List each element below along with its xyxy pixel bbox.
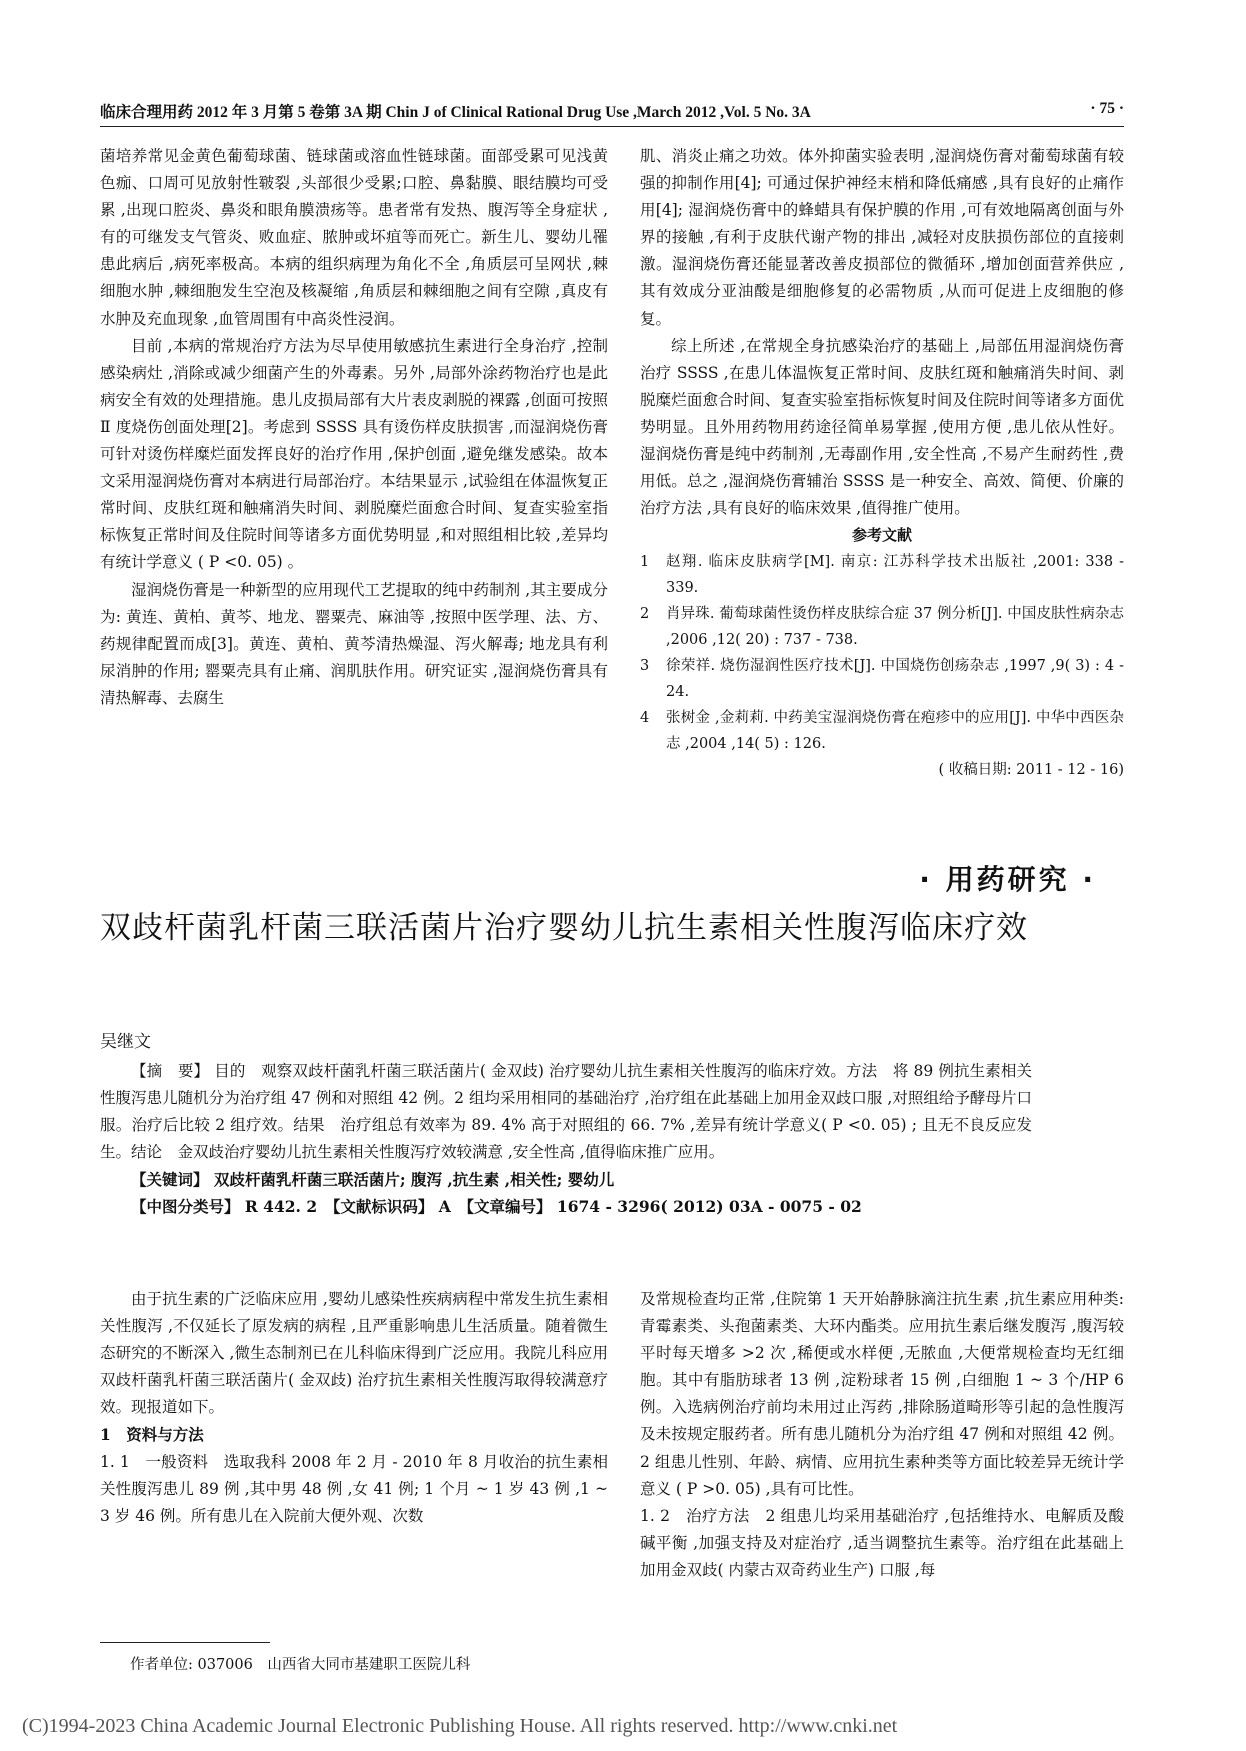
reference-item: 1 赵翔. 临床皮肤病学[M]. 南京: 江苏科学技术出版社 ,2001: 338 - 339. <box>640 554 1124 597</box>
copyright-notice: (C)1994-2023 China Academic Journal Electronic Publishing House. All rights reserved. http://www.cnki.net <box>22 1715 898 1737</box>
classification: 【中图分类号】 R 442. 2 【文献标识码】 A 【文章编号】 1674 - 3296( 2012) 03A - 0075 - 02 <box>131 1197 862 1216</box>
paragraph: 及常规检查均正常 ,住院第 1 天开始静脉滴注抗生素 ,抗生素应用种类: 青霉素类、头孢菌素类、大环内酯类。应用抗生素后继发腹泻 ,腹泻较平时每天增多 >2 次 ,稀便或水样便 ,无脓血 ,大便常规检查均无红细胞。其中有脂肪球者 13 例 ,淀粉球者 15 例 ,白细胞 1 ~ 3 个/HP 6 例。入选病例治疗前均未用过止泻药 ,排除肠道畸形等引起的急性腹泻及未按规定服药者。所有患儿随机分为治疗组 47 例和对照组 42 例。2 组患儿性别、年龄、病情、应用抗生素种类等方面比较差异无统计学意义 ( P >0. 05) ,具有可比性。 <box>640 1290 1124 1498</box>
references-heading: 参考文献 <box>851 526 912 545</box>
paragraph: 目前 ,本病的常规治疗方法为尽早使用敏感抗生素进行全身治疗 ,控制感染病灶 ,消除或减少细菌产生的外毒素。另外 ,局部外涂药物治疗也是此病安全有效的处理措施。患儿皮损局部有大片表皮剥脱的裸露 ,创面可按照 Ⅱ 度烧伤创面处理[2]。考虑到 SSSS 具有烫伤样皮肤损害 ,而湿润烧伤膏可针对烫伤样糜烂面发挥良好的治疗作用 ,保护创面 ,避免继发感染。故本文采用湿润烧伤膏对本病进行局部治疗。本结果显示 ,试验组在体温恢复正常时间、皮肤红斑和触痛消失时间、剥脱糜烂面愈合时间、复查实验室指标恢复正常时间及住院时间等诸多方面优势明显 ,和对照组相比较 ,差异均有统计学意义 ( P <0. 05) 。 <box>100 336 608 572</box>
right-column-lower <box>640 1286 1124 1584</box>
abstract-block <box>100 1058 1032 1220</box>
article-author: 吴继文 <box>100 1032 151 1052</box>
header-rule <box>100 126 1124 127</box>
article-title: 双歧杆菌乳杆菌三联活菌片治疗婴幼儿抗生素相关性腹泻临床疗效 <box>100 910 1028 946</box>
received-date: ( 收稿日期: 2011 - 12 - 16) <box>938 762 1124 779</box>
paragraph: 1. 1 一般资料 选取我科 2008 年 2 月 - 2010 年 8 月收治的抗生素相关性腹泻患儿 89 例 ,其中男 48 例 ,女 41 例; 1 个月 ~ 1 岁 43 例 ,1 ~ 3 岁 46 例。所有患儿在入院前大便外观、次数 <box>100 1452 608 1525</box>
left-column-lower <box>100 1286 608 1530</box>
right-column-upper <box>640 143 1124 785</box>
abstract: 【摘 要】 目的 观察双歧杆菌乳杆菌三联活菌片( 金双歧) 治疗婴幼儿抗生素相关性腹泻的临床疗效。方法 将 89 例抗生素相关性腹泻患儿随机分为治疗组 47 例和对照组 42 例。2 组均采用相同的基础治疗 ,治疗组在此基础上加用金双歧口服 ,对照组给予酵母片口服。治疗后比较 2 组疗效。结果 治疗组总有效率为 89. 4% 高于对照组的 66. 7% ,差异有统计学意义( P <0. 05) ; 且无不良反应发生。结论 金双歧治疗婴幼儿抗生素相关性腹泻疗效较满意 ,安全性高 ,值得临床推广应用。 <box>100 1062 1032 1161</box>
footnote-rule <box>100 1642 270 1643</box>
reference-list <box>640 549 1124 757</box>
author-affiliation: 作者单位: 037006 山西省大同市基建职工医院儿科 <box>130 1657 471 1673</box>
paragraph: 湿润烧伤膏是一种新型的应用现代工艺提取的纯中药制剂 ,其主要成分为: 黄连、黄柏、黄芩、地龙、罂粟壳、麻油等 ,按照中医学理、法、方、药规律配置而成[3]。黄连、黄柏、黄芩清热燥湿、泻火解毒; 地龙具有利尿消肿的作用; 罂粟壳具有止痛、润肌肤作用。研究证实 ,湿润烧伤膏具有清热解毒、去腐生 <box>100 580 608 707</box>
paragraph: 由于抗生素的广泛临床应用 ,婴幼儿感染性疾病病程中常发生抗生素相关性腹泻 ,不仅延长了原发病的病程 ,且严重影响患儿生活质量。随着微生态研究的不断深入 ,微生态制剂已在儿科临床得到广泛应用。我院儿科应用双歧杆菌乳杆菌三联活菌片( 金双歧) 治疗抗生素相关性腹泻取得较满意疗效。现报道如下。 <box>100 1290 608 1417</box>
section-heading: 1 资料与方法 <box>100 1425 204 1445</box>
paragraph: 综上所述 ,在常规全身抗感染治疗的基础上 ,局部伍用湿润烧伤膏治疗 SSSS ,在患儿体温恢复正常时间、皮肤红斑和触痛消失时间、剥脱糜烂面愈合时间、复查实验室指标恢复时间及住院时间等诸多方面优势明显。且外用药物用药途径简单易掌握 ,使用方便 ,患儿依从性好。湿润烧伤膏是纯中药制剂 ,无毒副作用 ,安全性高 ,不易产生耐药性 ,费用低。总之 ,湿润烧伤膏辅治 SSSS 是一种安全、高效、简便、价廉的治疗方法 ,具有良好的临床效果 ,值得推广使用。 <box>640 336 1124 518</box>
paragraph: 肌、消炎止痛之功效。体外抑菌实验表明 ,湿润烧伤膏对葡萄球菌有较强的抑制作用[4]; 可通过保护神经末梢和降低痛感 ,具有良好的止痛作用[4]; 湿润烧伤膏中的蜂蜡具有保护膜的作用 ,可有效地隔离创面与外界的接触 ,有利于皮肤代谢产物的排出 ,减轻对皮肤损伤部位的直接刺激。湿润烧伤膏还能显著改善皮损部位的微循环 ,增加创面营养供应 ,其有效成分亚油酸是细胞修复的必需物质 ,从而可促进上皮细胞的修复。 <box>640 147 1124 328</box>
page-number: · 75 · <box>1090 100 1124 117</box>
reference-item: 4 张树金 ,金莉莉. 中药美宝湿润烧伤膏在疱疹中的应用[J]. 中华中西医杂志 ,2004 ,14( 5) : 126. <box>640 710 1124 753</box>
journal-citation: 临床合理用药 2012 年 3 月第 5 卷第 3A 期 Chin J of Clinical Rational Drug Use ,March 2012 ,Vol. 5 No. 3A <box>100 104 811 121</box>
section-mark: · 用药研究 · <box>919 863 1096 896</box>
left-column-upper <box>100 143 608 712</box>
running-header <box>100 96 1124 122</box>
reference-item: 2 肖异珠. 葡萄球菌性烫伤样皮肤综合症 37 例分析[J]. 中国皮肤性病杂志 ,2006 ,12( 20) : 737 - 738. <box>640 606 1124 649</box>
paragraph: 菌培养常见金黄色葡萄球菌、链球菌或溶血性链球菌。面部受累可见浅黄色痂、口周可见放射性皲裂 ,头部很少受累;口腔、鼻黏膜、眼结膜均可受累 ,出现口腔炎、鼻炎和眼角膜溃疡等。患者常有发热、腹泻等全身症状 ,有的可继发支气管炎、败血症、脓肿或坏疽等而死亡。新生儿、婴幼儿罹患此病后 ,病死率极高。本病的组织病理为角化不全 ,角质层可呈网状 ,棘细胞水肿 ,棘细胞发生空泡及核凝缩 ,角质层和棘细胞之间有空隙 ,真皮有水肿及充血现象 ,血管周围有中高炎性浸润。 <box>100 147 608 328</box>
paragraph: 1. 2 治疗方法 2 组患儿均采用基础治疗 ,包括维持水、电解质及酸碱平衡 ,加强支持及对症治疗 ,适当调整抗生素等。治疗组在此基础上加用金双歧( 内蒙古双奇药业生产) 口服 ,每 <box>640 1506 1124 1579</box>
keywords: 【关键词】 双歧杆菌乳杆菌三联活菌片; 腹泻 ,抗生素 ,相关性; 婴幼儿 <box>131 1170 615 1189</box>
reference-item: 3 徐荣祥. 烧伤湿润性医疗技术[J]. 中国烧伤创疡杂志 ,1997 ,9( 3) : 4 - 24. <box>640 658 1124 701</box>
